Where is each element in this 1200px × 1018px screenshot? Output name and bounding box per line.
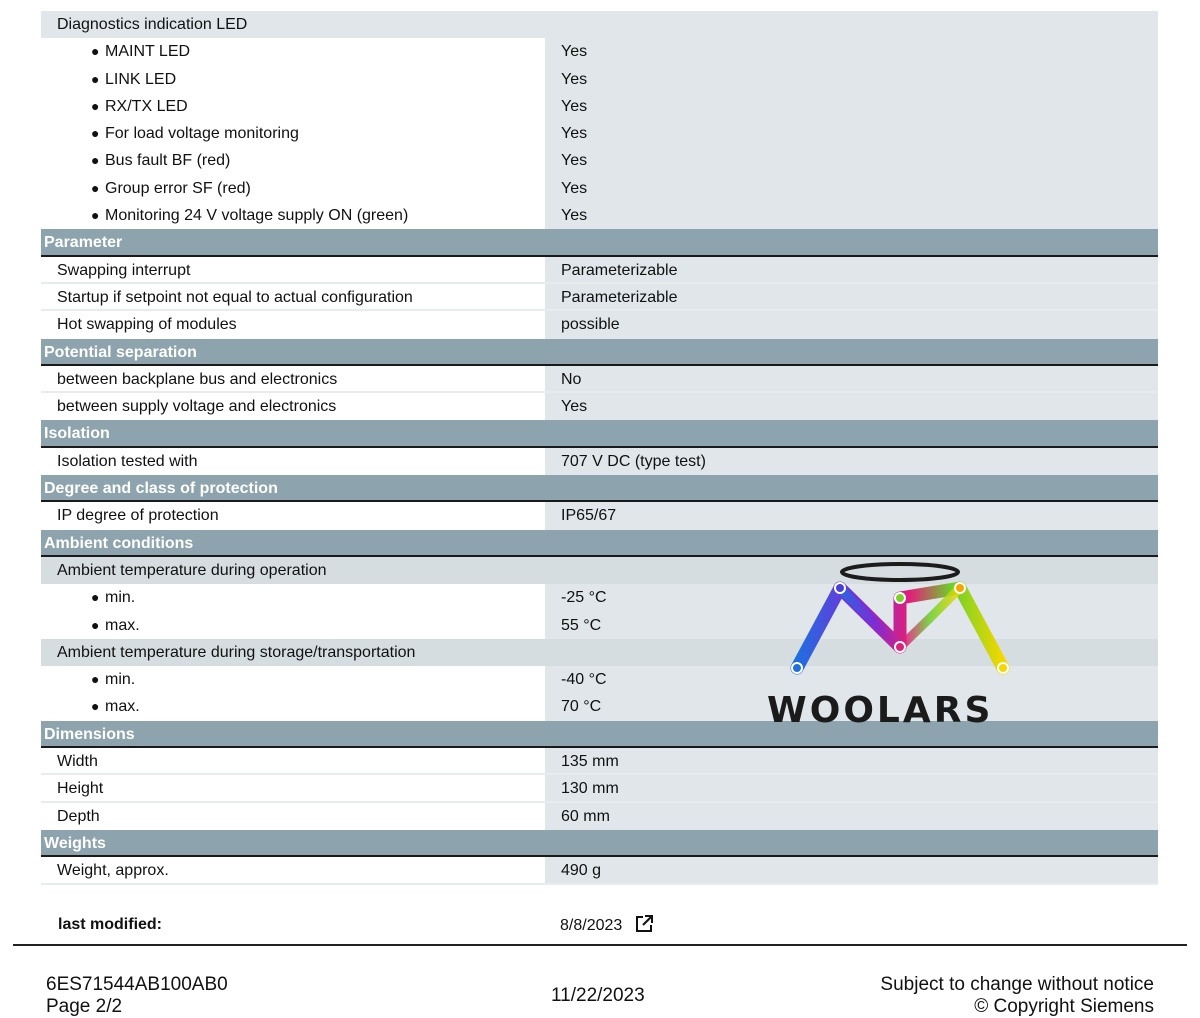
subsection-label: Diagnostics indication LED (41, 11, 545, 38)
logo-node (835, 583, 845, 593)
table-row: ● Bus fault BF (red) Yes (41, 147, 1158, 174)
table-row: Depth 60 mm (41, 803, 1158, 830)
section-header-weights: Weights (41, 830, 1158, 857)
logo-node (895, 642, 905, 652)
last-modified-date: 8/8/2023 (560, 917, 623, 934)
table-row: Swapping interrupt Parameterizable (41, 257, 1158, 284)
bullet-icon: ● (91, 70, 100, 87)
bullet-icon: ● (91, 97, 100, 114)
table-row: ● For load voltage monitoring Yes (41, 120, 1158, 147)
table-row: ● max. 70 °C (41, 693, 1158, 720)
bullet-icon: ● (91, 207, 100, 224)
table-row: ● Monitoring 24 V voltage supply ON (green) Yes (41, 202, 1158, 229)
table-row: ● RX/TX LED Yes (41, 93, 1158, 120)
page-number: Page 2/2 (46, 996, 123, 1017)
last-modified-label: last modified: (58, 916, 163, 933)
table-row: Isolation tested with 707 V DC (type test) (41, 448, 1158, 475)
section-header-potential-separation: Potential separation (41, 339, 1158, 366)
bullet-icon: ● (91, 152, 100, 169)
section-header-isolation: Isolation (41, 420, 1158, 447)
article-number: 6ES71544AB100AB0 (46, 974, 228, 995)
footer-right (880, 974, 1154, 1018)
change-notice: Subject to change without notice (880, 974, 1154, 995)
bullet-icon: ● (91, 43, 100, 60)
logo-halo (842, 564, 958, 580)
bullet-icon: ● (91, 589, 100, 606)
table-row: ● Group error SF (red) Yes (41, 175, 1158, 202)
table-row: between backplane bus and electronics No (41, 366, 1158, 393)
table-row: Width 135 mm (41, 748, 1158, 775)
bullet-icon: ● (91, 125, 100, 142)
table-row: ● MAINT LED Yes (41, 38, 1158, 65)
bullet-icon: ● (91, 616, 100, 633)
section-header-protection: Degree and class of protection (41, 475, 1158, 502)
footer-date: 11/22/2023 (551, 985, 645, 1006)
bullet-icon: ● (91, 179, 100, 196)
copyright: © Copyright Siemens (974, 996, 1154, 1017)
logo-node (998, 663, 1008, 673)
table-row: between supply voltage and electronics Yes (41, 393, 1158, 420)
subsection-header-diagnostics (41, 11, 1158, 38)
bullet-icon: ● (91, 698, 100, 715)
table-row: ● LINK LED Yes (41, 66, 1158, 93)
logo-node (792, 663, 802, 673)
table-row: Height 130 mm (41, 775, 1158, 802)
logo-text: WOOLARS (767, 690, 994, 731)
spec-table (41, 11, 1158, 885)
table-row: ● min. -40 °C (41, 666, 1158, 693)
table-row: IP degree of protection IP65/67 (41, 502, 1158, 529)
table-row: Hot swapping of modules possible (41, 311, 1158, 338)
logo-node (955, 583, 965, 593)
bullet-icon: ● (91, 671, 100, 688)
logo-node (895, 593, 905, 603)
table-row: ● max. 55 °C (41, 612, 1158, 639)
footer-left (46, 974, 228, 1018)
table-row: Weight, approx. 490 g (41, 857, 1158, 884)
table-row: Startup if setpoint not equal to actual configuration Parameterizable (41, 284, 1158, 311)
subsection-header-storage: Ambient temperature during storage/transportation (41, 639, 1158, 666)
subsection-header-operation: Ambient temperature during operation (41, 557, 1158, 584)
section-header-dimensions: Dimensions (41, 721, 1158, 748)
external-link-icon[interactable] (634, 914, 654, 934)
section-header-ambient: Ambient conditions (41, 530, 1158, 557)
section-header-parameter: Parameter (41, 229, 1158, 256)
footer-divider (13, 944, 1187, 946)
table-row: ● min. -25 °C (41, 584, 1158, 611)
